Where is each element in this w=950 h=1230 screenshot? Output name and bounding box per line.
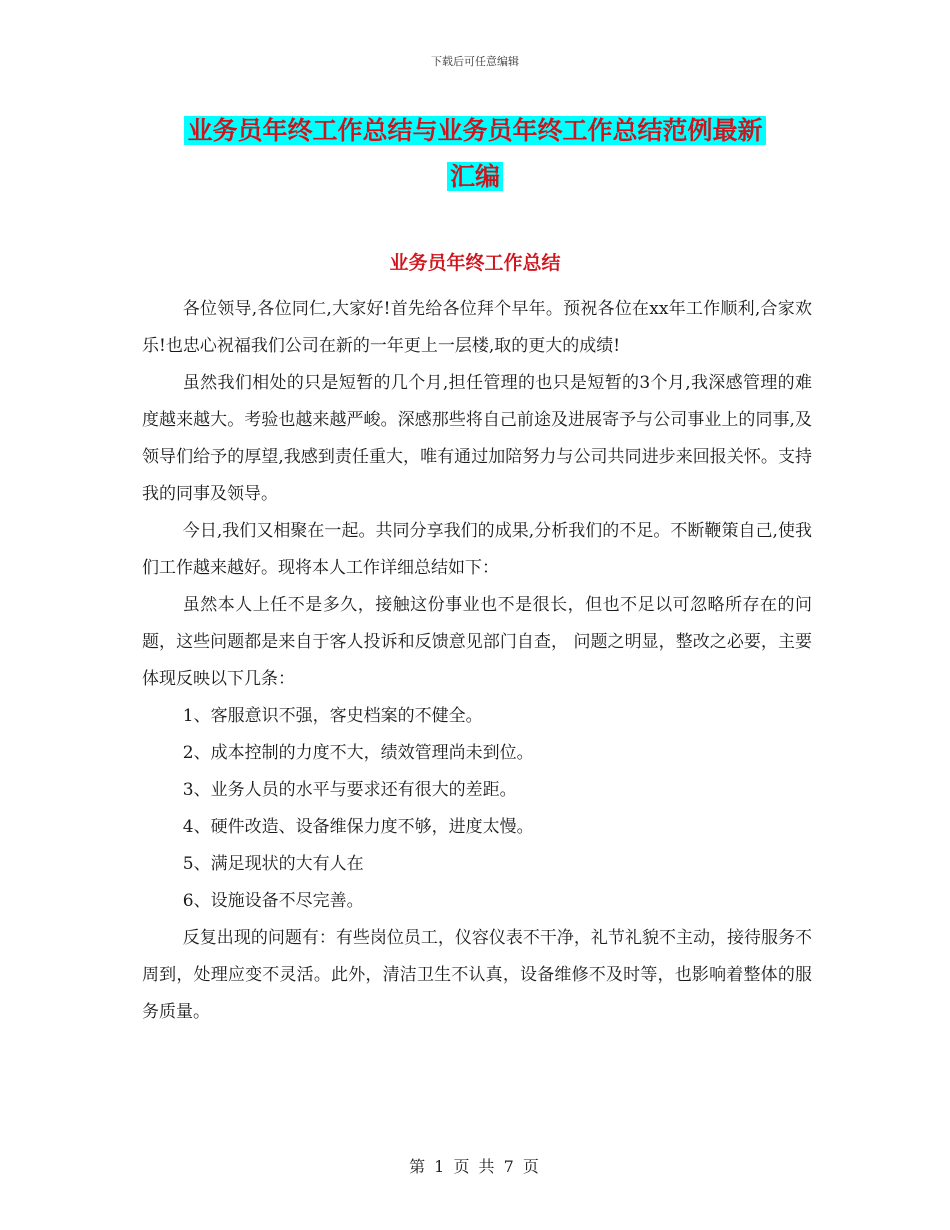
page-footer: 第 1 页 共 7 页: [409, 1157, 541, 1176]
list-item: 3、业务人员的水平与要求还有很大的差距。: [182, 780, 517, 800]
title-line-1: 业务员年终工作总结与业务员年终工作总结范例最新: [150, 108, 800, 154]
paragraph: 虽然我们相处的只是短暂的几个月,担任管理的也只是短暂的3个月,我深感管理的难度越来越大。考验也越来越严峻。深感那些将自己前途及进展寄予与公司事业上的同事,及领导们给予的厚望,我感到责任重大，唯有通过加陪努力与公司共同进步来回报关怀。支持我的同事及领导。: [142, 373, 812, 504]
body-text: [142, 291, 812, 1031]
document-title: [150, 108, 800, 200]
paragraph: 今日,我们又相聚在一起。共同分享我们的成果,分析我们的不足。不断鞭策自己,使我们工作越来越好。现将本人工作详细总结如下：: [142, 521, 812, 578]
list-item: 1、客服意识不强，客史档案的不健全。: [182, 706, 483, 726]
list-item: 2、成本控制的力度不大，绩效管理尚未到位。: [182, 743, 534, 763]
list-item: 6、设施设备不尽完善。: [182, 891, 364, 911]
list-item: 5、满足现状的大有人在: [182, 854, 364, 874]
paragraph: 反复出现的问题有：有些岗位员工，仪容仪表不干净，礼节礼貌不主动，接待服务不周到，处理应变不灵活。此外，清洁卫生不认真，设备维修不及时等，也影响着整体的服务质量。: [142, 928, 812, 1022]
paragraph: 虽然本人上任不是多久，接触这份事业也不是很长，但也不足以可忽略所存在的问题，这些问题都是来自于客人投诉和反馈意见部门自查， 问题之明显，整改之必要，主要体现反映以下几条：: [142, 595, 812, 689]
section-title: 业务员年终工作总结: [389, 252, 561, 274]
header-note: 下载后可任意编辑: [431, 55, 519, 68]
paragraph: 各位领导,各位同仁,大家好!首先给各位拜个早年。预祝各位在xx年工作顺利,合家欢乐!也忠心祝福我们公司在新的一年更上一层楼,取的更大的成绩!: [142, 299, 812, 356]
list-item: 4、硬件改造、设备维保力度不够，进度太慢。: [182, 817, 534, 837]
title-line-2: 汇编: [150, 154, 800, 200]
